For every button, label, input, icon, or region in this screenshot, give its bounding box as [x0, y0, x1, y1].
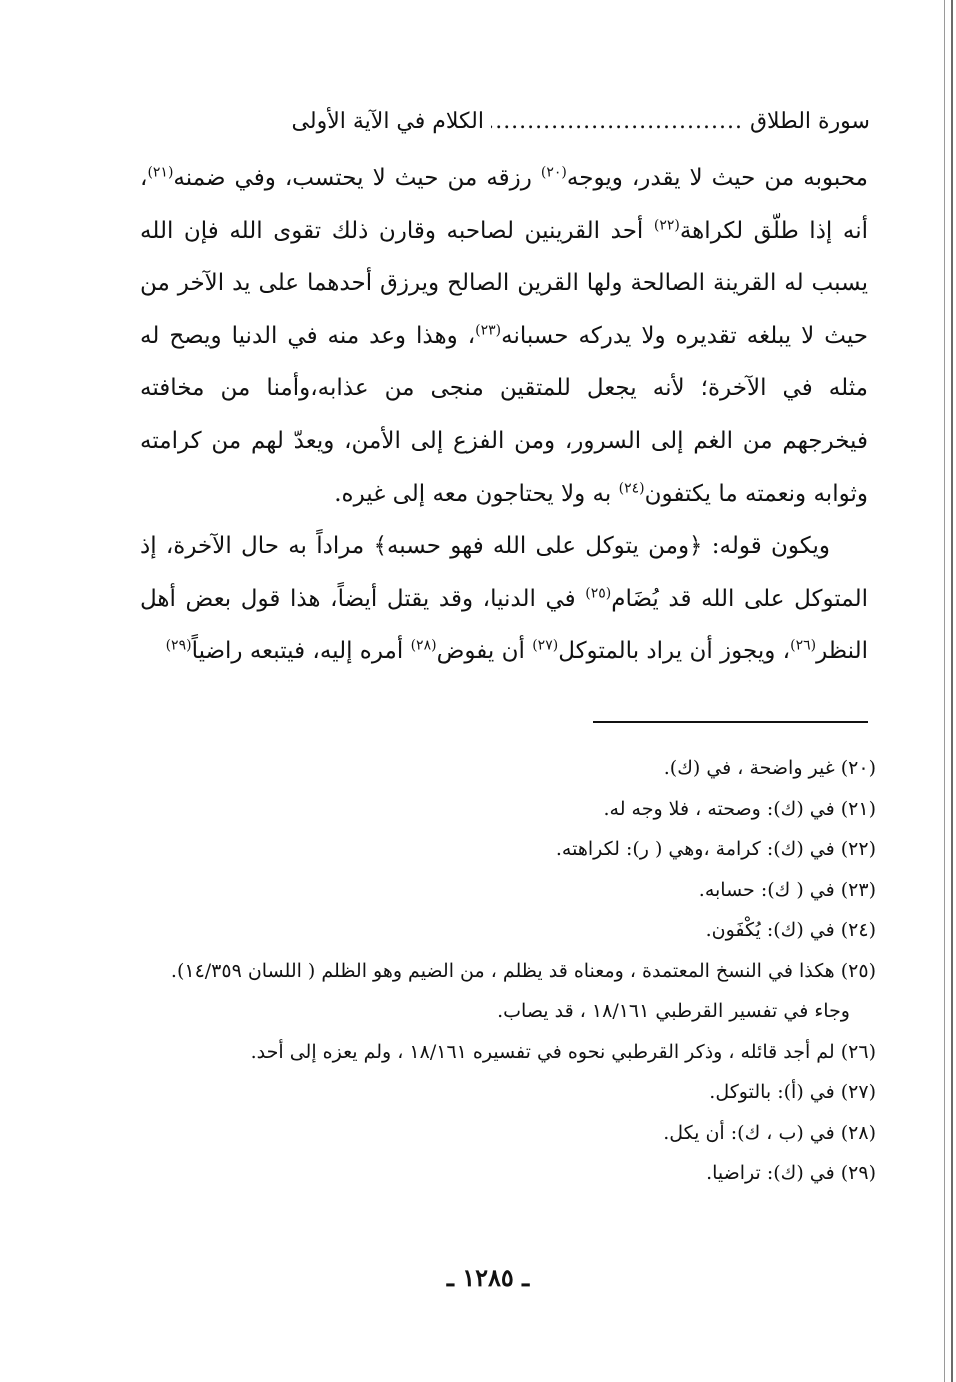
footnote-23: (٢٣) في ( ك): حسابه.: [698, 878, 876, 901]
footnote-separator: [593, 721, 868, 723]
footnote-ref-27[interactable]: (٢٧): [532, 637, 559, 654]
footnote-25-continuation: وجاء في تفسير القرطبي ١٨/١٦١ ، قد يصاب.: [497, 1000, 850, 1022]
footnote-25: (٢٥) هكذا في النسخ المعتمدة ، ومعناه قد يظلم ، من الضيم وهو الظلم ( اللسان ١٤/٣٥٩).: [170, 959, 876, 982]
footnote-ref-28[interactable]: (٢٨): [410, 637, 437, 654]
page-number: ـ ١٢٨٥ ـ: [446, 1263, 530, 1292]
header-surah: سورة الطلاق: [749, 109, 870, 134]
text-run: ، ويجوز أن يراد بالمتوكل: [558, 638, 791, 665]
text-run: أمره إليه، فيتبعه راضياً: [191, 638, 411, 665]
running-header: [140, 104, 870, 140]
footnote-24: (٢٤) في (ك): يُكْفَون.: [705, 919, 876, 941]
footnote-ref-25[interactable]: (٢٥): [585, 585, 612, 602]
footnote-ref-21[interactable]: (٢١): [147, 164, 174, 181]
footnote-28: (٢٨) في (ب ، ك): أن يكل.: [663, 1121, 876, 1144]
text-run: ، وهذا وعد منه في الدنيا ويصح له مثله في الآخرة؛ لأنه يجعل للمتقين منجى من عذابه،وأمنا من مخافته فيخرجهم من الغم إلى السرور، ومن الفزع إلى الأمن، ويعدّ لهم من كرامته وثوابه ونعمته ما يكتفون: [140, 322, 868, 507]
footnote-ref-20[interactable]: (٢٠): [540, 164, 567, 181]
footnote-21: (٢١) في (ك): وصحته ، فلا وجه له.: [603, 797, 876, 820]
main-text: [140, 152, 868, 678]
text-run: أحد القرينين لصاحبه وقارن ذلك تقوى الله فإن الله يسبب له القرينة الصالحة ولها القرين الصالح ويرزق أحدهما على يد الآخر من حيث لا يبلغه تقديره ولا يدركه حسبانه: [140, 217, 868, 349]
footnote-ref-22[interactable]: (٢٢): [653, 216, 680, 233]
text-run: ويكون قوله: ﴿ومن يتوكل على الله فهو حسبه﴾ مراداً به حال الآخرة، إذ المتوكل على الله قد يُضَام: [140, 533, 868, 612]
footnote-22: (٢٢) في (ك): كرامة ،وهي ( ر): لكراهته.: [555, 838, 876, 860]
paragraph-2: [140, 520, 868, 678]
footnote-ref-26[interactable]: (٢٦): [790, 637, 817, 654]
text-run: به ولا يحتاجون معه إلى غيره.: [334, 480, 619, 507]
footnote-29: (٢٩) في (ك): تراضيا.: [706, 1162, 876, 1184]
text-run: محبوبه من حيث لا يقدر، ويوجه: [566, 165, 868, 191]
header-leader-dots: [491, 104, 743, 140]
footnote-26: (٢٦) لم أجد قائله ، وذكر القرطبي نحوه في تفسيره ١٨/١٦١ ، ولم يعزه إلى أحد.: [250, 1040, 876, 1063]
scan-edge-line: [944, 0, 945, 1382]
text-run: رزقه من حيث لا يحتسب، وفي ضمنه: [173, 165, 541, 191]
text-run: في الدنيا، وقد يقتل أيضاً، هذا قول بعض أهل النظر: [140, 585, 868, 665]
footnote-ref-24[interactable]: (٢٤): [618, 479, 645, 496]
paragraph-1: [140, 152, 868, 520]
footnote-27: (٢٧) في (أ): بالتوكل.: [709, 1081, 876, 1103]
text-run: أن يفوض: [436, 638, 533, 665]
scan-edge-shadow: [951, 0, 953, 1382]
footnote-ref-29[interactable]: (٢٩): [165, 637, 192, 654]
text-run: ، أنه إذا طلّق لكراهة: [140, 165, 868, 244]
footnote-20: (٢٠) غير واضحة ، في (ك).: [663, 757, 876, 779]
footnote-ref-23[interactable]: (٢٣): [475, 322, 502, 339]
header-section: الكلام في الآية الأولى: [291, 109, 484, 134]
footnotes: [140, 748, 876, 1194]
